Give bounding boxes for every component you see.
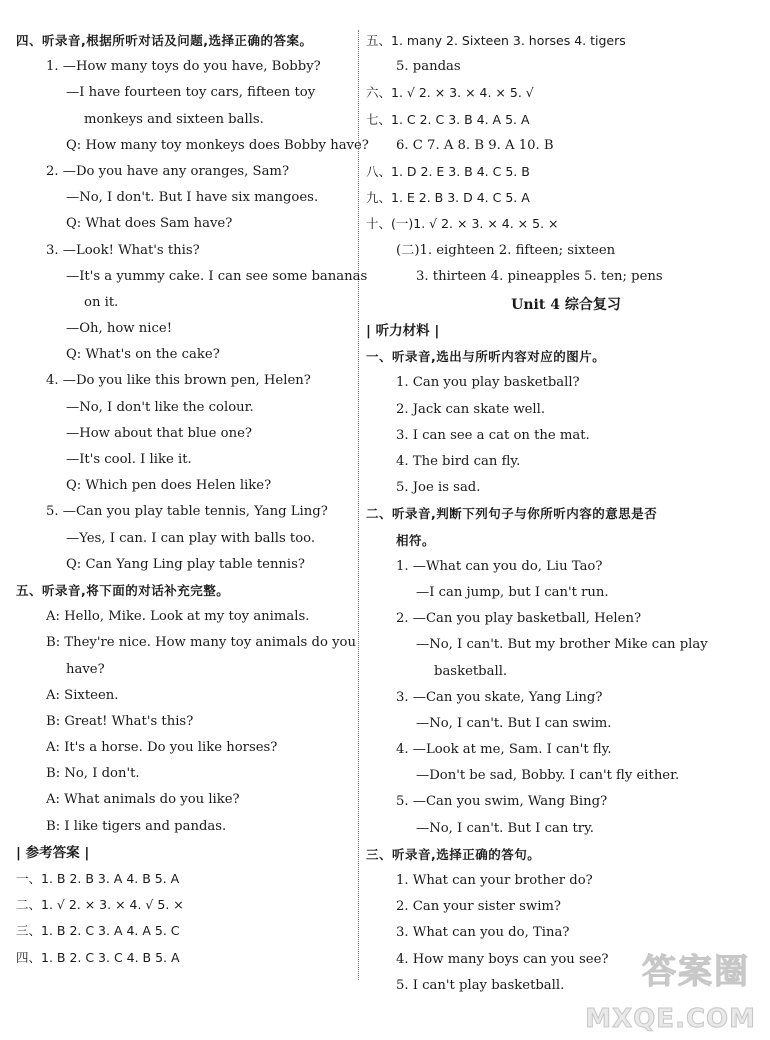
item-line-indent: 3. thirteen 4. pineapples 5. ten; pens [416, 268, 663, 284]
item-line: 4. The bird can fly. [396, 454, 521, 469]
item-line-indent: —I can jump, but I can't run. [416, 584, 609, 600]
item-line: (二)1. eighteen 2. fifteen; sixteen [396, 242, 616, 258]
item-line: 5. Joe is sad. [396, 480, 481, 496]
item-line: A: Sixteen. [46, 687, 119, 703]
item-line: A: What animals do you like? [46, 792, 240, 808]
item-line-indent: —Yes, I can. I can play with balls too. [66, 530, 316, 546]
item-line-indent: —No, I can't. But I can swim. [416, 715, 612, 731]
watermark-logo-text: 答案圈 [642, 952, 750, 992]
section-heading: 四、听录音,根据所听对话及问题,选择正确的答案。 [16, 33, 313, 48]
item-line: A: Hello, Mike. Look at my toy animals. [46, 609, 310, 625]
item-line: 1. What can your brother do? [396, 873, 593, 888]
item-line-indent: —I have fourteen toy cars, fifteen toy [66, 85, 316, 101]
unit-title: Unit 4 综合复习 [511, 296, 621, 313]
answer-row: 八、1. D 2. E 3. B 4. C 5. B [366, 163, 530, 179]
item-line-indent: —It's a yummy cake. I can see some bananas [66, 268, 368, 284]
item-line: 2. —Can you play basketball, Helen? [396, 611, 642, 627]
item-line-continued: on it. [84, 294, 119, 310]
item-line: 3. I can see a cat on the mat. [396, 427, 590, 443]
item-line-indent: Q: What's on the cake? [66, 347, 220, 363]
item-line: 4. How many boys can you see? [396, 951, 609, 967]
answer-row: 七、1. C 2. C 3. B 4. A 5. A [366, 111, 530, 127]
item-line: 1. —What can you do, Liu Tao? [396, 558, 603, 574]
item-line-continued: monkeys and sixteen balls. [84, 111, 264, 127]
site-watermark [560, 944, 760, 1034]
item-line: B: I like tigers and pandas. [46, 818, 227, 834]
item-line: B: No, I don't. [46, 766, 140, 782]
item-line-indent: —It's cool. I like it. [66, 452, 192, 467]
left-column [16, 28, 369, 971]
item-line: 3. What can you do, Tina? [396, 925, 570, 941]
item-line-indent: —No, I don't like the colour. [66, 399, 254, 415]
item-line-indent: Q: How many toy monkeys does Bobby have? [66, 137, 369, 153]
item-line: 6. C 7. A 8. B 9. A 10. B [396, 137, 554, 153]
item-line: 2. Jack can skate well. [396, 401, 546, 417]
answer-row: 二、1. √ 2. × 3. × 4. √ 5. × [16, 897, 184, 913]
item-line-continued: basketball. [434, 663, 508, 679]
section-heading-continued: 相符。 [396, 532, 436, 548]
item-line: 2. Can your sister swim? [396, 899, 561, 915]
section-tag: | 听力材料 | [366, 323, 440, 340]
section-heading: 三、听录音,选择正确的答句。 [366, 846, 541, 862]
item-line: 2. —Do you have any oranges, Sam? [46, 163, 290, 179]
item-line-indent: —Oh, how nice! [66, 321, 172, 337]
item-line: B: Great! What's this? [46, 713, 194, 729]
answer-row: 三、1. B 2. C 3. A 4. A 5. C [16, 923, 180, 939]
watermark-url: MXQE.COM [585, 1004, 756, 1034]
answer-row: 五、1. many 2. Sixteen 3. horses 4. tigers [366, 33, 626, 48]
item-line: B: They're nice. How many toy animals do you [46, 635, 356, 651]
answer-row: 六、1. √ 2. × 3. × 4. × 5. √ [366, 85, 534, 101]
answer-row: 十、(一)1. √ 2. × 3. × 4. × 5. × [366, 216, 559, 232]
item-line: 4. —Look at me, Sam. I can't fly. [396, 742, 612, 758]
item-line-indent: Q: What does Sam have? [66, 216, 233, 232]
answer-row: 九、1. E 2. B 3. D 4. C 5. A [366, 190, 530, 206]
item-line: 3. —Look! What's this? [46, 242, 200, 258]
item-line-indent: Q: Which pen does Helen like? [66, 478, 272, 494]
item-line-indent: —No, I can't. But my brother Mike can play [416, 637, 708, 653]
item-line: A: It's a horse. Do you like horses? [46, 740, 278, 756]
item-line-indent: Q: Can Yang Ling play table tennis? [66, 556, 305, 572]
section-heading: 二、听录音,判断下列句子与你所听内容的意思是否 [366, 506, 658, 522]
item-line: 5. —Can you swim, Wang Bing? [396, 794, 608, 810]
item-line: 3. —Can you skate, Yang Ling? [396, 689, 603, 705]
item-line: 1. Can you play basketball? [396, 375, 580, 391]
answer-row: 一、1. B 2. B 3. A 4. B 5. A [16, 871, 180, 886]
item-line-indent: —Don't be sad, Bobby. I can't fly either. [416, 768, 680, 784]
right-column [366, 28, 756, 999]
item-line: 4. —Do you like this brown pen, Helen? [46, 373, 311, 389]
column-divider [358, 30, 359, 980]
item-line-indent: —No, I can't. But I can try. [416, 820, 595, 836]
item-line-indent: —No, I don't. But I have six mangoes. [66, 190, 319, 206]
answer-row: 四、1. B 2. C 3. C 4. B 5. A [16, 949, 180, 965]
section-heading: 一、听录音,选出与所听内容对应的图片。 [366, 349, 606, 365]
section-tag: | 参考答案 | [16, 844, 90, 861]
item-line: 5. I can't play basketball. [396, 977, 565, 993]
section-heading: 五、听录音,将下面的对话补充完整。 [16, 582, 230, 598]
item-line-indent: have? [66, 661, 105, 677]
item-line: 1. —How many toys do you have, Bobby? [46, 59, 321, 75]
item-line: 5. —Can you play table tennis, Yang Ling? [46, 504, 328, 520]
item-line-indent: —How about that blue one? [66, 425, 252, 441]
item-line: 5. pandas [396, 59, 461, 75]
